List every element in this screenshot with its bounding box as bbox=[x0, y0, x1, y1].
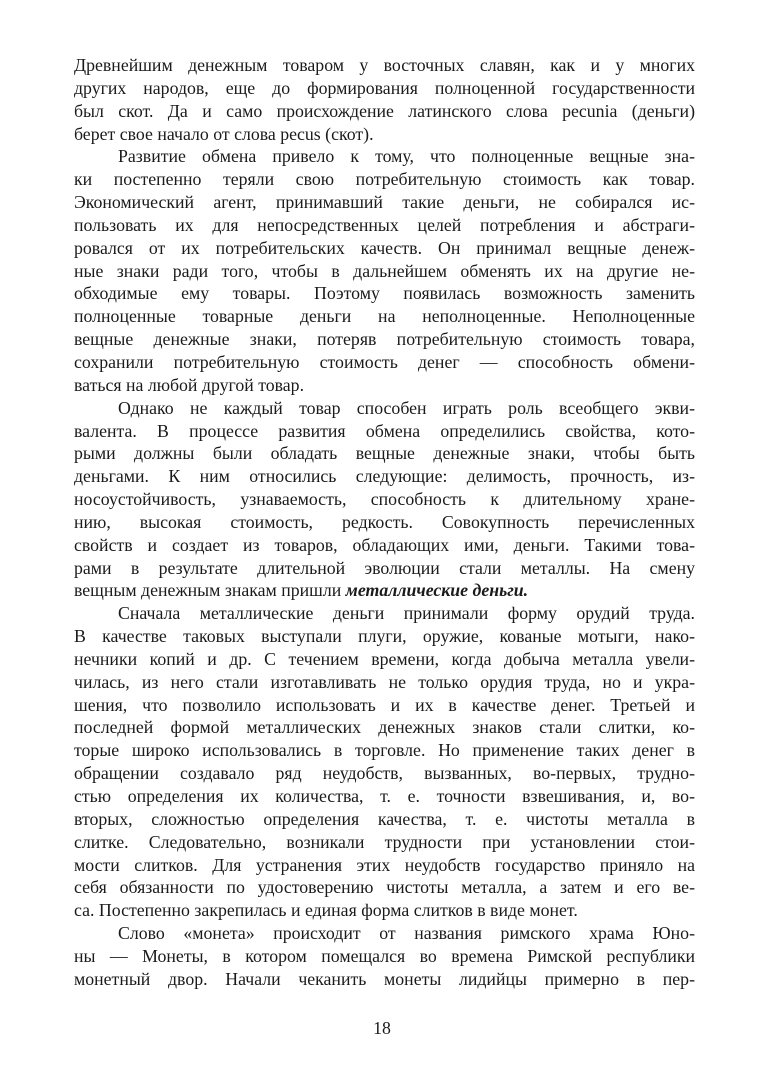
text-line: чилась, из него стали изготавливать не только орудия труда, но и укра- bbox=[74, 671, 695, 692]
text-line: В качестве таковых выступали плуги, оружие, кованые мотыги, нако- bbox=[74, 626, 695, 647]
text-line: деньгами. К ним относились следующие: делимость, прочность, из- bbox=[74, 466, 695, 487]
text-line: Развитие обмена привело к тому, что полноценные вещные зна- bbox=[118, 146, 695, 167]
emphasized-term: металлические деньги. bbox=[345, 580, 529, 601]
text-line: нечники копий и др. С течением времени, когда добыча металла увели- bbox=[74, 648, 695, 669]
paragraph-2 bbox=[74, 145, 695, 396]
text-line: ки постепенно теряли свою потребительную стоимость как товар. bbox=[74, 169, 695, 190]
text-line: торые широко использовались в торговле. Но применение таких денег в bbox=[74, 740, 695, 761]
text-line: свойств и создает из товаров, обладающих ими, деньги. Такими това- bbox=[74, 534, 695, 555]
text-line: шения, что позволило использовать и их в качестве денег. Третьей и bbox=[74, 694, 695, 715]
text-line: других народов, еще до формирования полноценной государственности bbox=[74, 77, 695, 98]
text-line: себя обязанности по удостоверению чистоты металла, а затем и его ве- bbox=[74, 877, 695, 898]
text-line: вещные денежные знаки, потеряв потребительную стоимость товара, bbox=[74, 329, 695, 350]
text-line: Сначала металлические деньги принимали форму орудий труда. bbox=[118, 603, 695, 624]
page-number: 18 bbox=[373, 1018, 391, 1038]
text-line: сохранили потребительную стоимость денег — способность обмени- bbox=[74, 351, 695, 372]
text-line: монетный двор. Начали чеканить монеты лидийцы примерно в пер- bbox=[74, 968, 695, 989]
text-line: ровался от их потребительских качеств. Он принимал вещные денеж- bbox=[74, 237, 695, 258]
text-line: носоустойчивость, узнаваемость, способность к длительному хране- bbox=[74, 489, 695, 510]
text-line: пользовать их для непосредственных целей потребления и абстраги- bbox=[74, 214, 695, 235]
page-body bbox=[74, 54, 695, 991]
text-line: рыми должны были обладать вещные денежные знаки, чтобы быть bbox=[74, 443, 695, 464]
text-line: обходимые ему товары. Поэтому появилась возможность заменить bbox=[74, 283, 695, 304]
text-line: Однако не каждый товар способен играть роль всеобщего экви- bbox=[118, 397, 695, 418]
text-line: Экономический агент, принимавший такие деньги, не собирался ис- bbox=[74, 192, 695, 213]
text-line: са. Постепенно закрепилась и единая форма слитков в виде монет. bbox=[74, 900, 578, 921]
text-line: обращении создавало ряд неудобств, вызванных, во-первых, трудно- bbox=[74, 763, 695, 784]
paragraph-5 bbox=[74, 922, 695, 991]
text-line: последней формой металлических денежных знаков стали слитки, ко- bbox=[74, 717, 695, 738]
text-line: вторых, сложностью определения качества, т. е. чистоты металла в bbox=[74, 808, 695, 829]
text-line: слитке. Следовательно, возникали трудности при установлении стои- bbox=[74, 831, 695, 852]
text-line: мости слитков. Для устранения этих неудобств государство приняло на bbox=[74, 854, 695, 875]
text-line: стью определения их количества, т. е. точности взвешивания, и, во- bbox=[74, 786, 695, 806]
paragraph-4 bbox=[74, 602, 695, 922]
text-line: ны — Монеты, в котором помещался во времена Римской республики bbox=[74, 945, 695, 966]
text-line: полноценные товарные деньги на неполноценные. Неполноценные bbox=[74, 306, 695, 327]
text-line: Слово «монета» происходит от названия римского храма Юно- bbox=[118, 923, 695, 944]
text-line: рами в результате длительной эволюции стали металлы. На смену bbox=[74, 557, 695, 578]
text-line: валента. В процессе развития обмена определились свойства, кото- bbox=[74, 420, 695, 441]
paragraph-1 bbox=[74, 54, 695, 145]
text-line: ные знаки ради того, чтобы в дальнейшем обменять их на другие не- bbox=[74, 260, 695, 281]
text-line: ваться на любой другой товар. bbox=[74, 374, 305, 395]
text-line bbox=[74, 579, 695, 602]
text-line: был скот. Да и само происхождение латинского слова pecunia (деньги) bbox=[74, 100, 695, 121]
text-line: Древнейшим денежным товаром у восточных славян, как и у многих bbox=[74, 55, 695, 75]
text-line: берет свое начало от слова pecus (скот). bbox=[74, 123, 374, 144]
text-line: нию, высокая стоимость, редкость. Совокупность перечисленных bbox=[74, 511, 695, 532]
text-fragment: вещным денежным знакам пришли bbox=[74, 580, 346, 601]
paragraph-3 bbox=[74, 397, 695, 603]
